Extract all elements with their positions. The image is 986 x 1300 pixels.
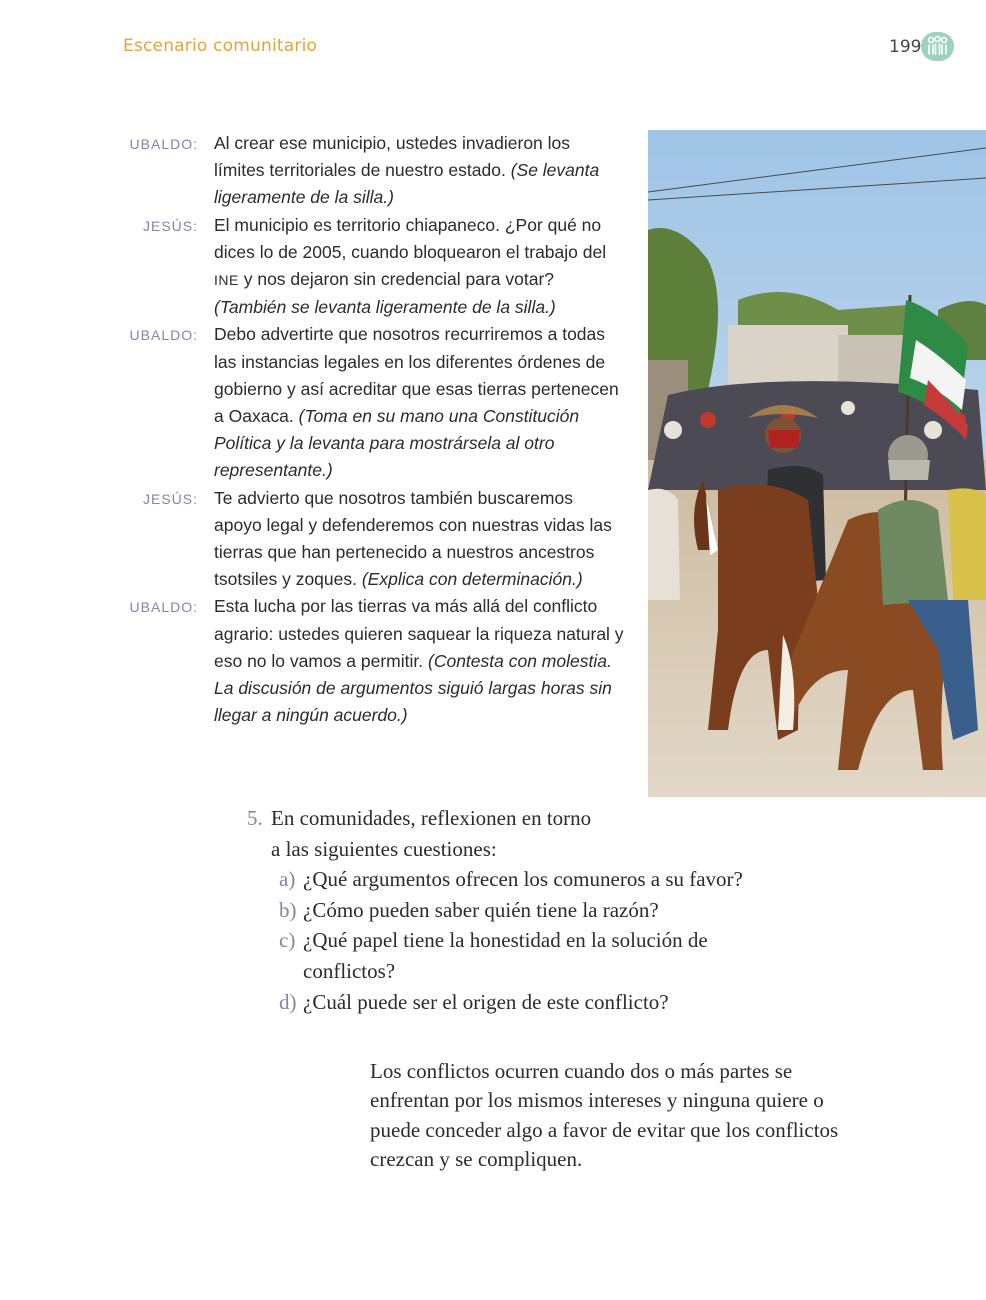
list-item: [279, 864, 807, 895]
activity-number: 5.: [247, 806, 263, 830]
page-number: 199: [889, 37, 922, 57]
activity-prompt: [247, 803, 807, 834]
speech-text: [214, 485, 624, 594]
dialogue-line: [120, 130, 630, 212]
speech-text: [214, 321, 624, 484]
list-item: [279, 987, 807, 1018]
speaker-label: JESÚS:: [142, 217, 198, 234]
question-list: [279, 864, 807, 1017]
dialogue-line: [120, 485, 630, 594]
conflict-note: Los conflictos ocurren cuando dos o más partes se enfrentan por los mismos intereses y ninguna quiere o puede conceder algo a favor de evitar que los conflictos crezcan y se compliquen.: [370, 1059, 839, 1172]
activity-prompt-line: a las siguientes cuestiones:: [271, 836, 497, 861]
activity-questions: [247, 803, 807, 1017]
speech-text: [214, 130, 624, 212]
speaker-label: UBALDO:: [129, 136, 198, 152]
abbreviation: INE: [214, 272, 239, 289]
speech-text: [214, 593, 624, 729]
stage-direction: (Explica con determinación.): [361, 569, 583, 590]
list-item: [279, 895, 807, 926]
dialogue: [120, 130, 630, 729]
question-letter: d): [279, 989, 297, 1014]
stage-direction: (Se levanta ligeramente de la silla.): [214, 160, 600, 208]
speech-body: Te advierto que nosotros también buscaremos apoyo legal y defenderemos con nuestras vidas las tierras que han pertenecido a nuestros ancestros tsotsiles y zoques.: [214, 487, 612, 590]
question-text: ¿Cuál puede ser el origen de este conflicto?: [303, 989, 669, 1014]
speech-body: Al crear ese municipio, ustedes invadieron los límites territoriales de nuestro estado.: [214, 133, 571, 181]
question-letter: b): [279, 897, 297, 922]
question-text: ¿Qué papel tiene la honestidad en la solución de conflictos?: [303, 928, 708, 983]
dialogue-line: [120, 212, 630, 322]
community-emblem-icon: [921, 32, 954, 61]
speech-body: y nos dejaron sin credencial para votar?: [243, 269, 555, 290]
speech-body: Esta lucha por las tierras va más allá del conflicto agrario: ustedes quieren saquear la riqueza natural y eso no lo vamos a permitir.: [214, 596, 624, 671]
question-text: ¿Qué argumentos ofrecen los comuneros a su favor?: [303, 867, 743, 892]
question-letter: c): [279, 928, 296, 953]
speech-body: Debo advertirte que nosotros recurriremos a todas las instancias legales en los diferentes órdenes de gobierno y así acreditar que esas tierras pertenecen a Oaxaca.: [214, 324, 619, 427]
section-title: Escenario comunitario: [123, 36, 318, 56]
dialogue-line: [120, 593, 630, 729]
list-item: [279, 925, 807, 986]
question-text: ¿Cómo pueden saber quién tiene la razón?: [303, 897, 659, 922]
speech-body: El municipio es territorio chiapaneco. ¿Por qué no dices lo de 2005, cuando bloquearon el trabajo del: [214, 214, 607, 262]
stage-direction: (Toma en su mano una Constitución Política y la levanta para mostrársela al otro representante.): [214, 406, 580, 481]
stage-direction: (También se levanta ligeramente de la silla.): [214, 297, 556, 318]
riders-photo: [648, 130, 986, 797]
speech-text: [214, 212, 624, 322]
speaker-label: UBALDO:: [129, 599, 198, 616]
speaker-label: JESÚS:: [142, 490, 198, 507]
speaker-label: UBALDO:: [129, 327, 198, 344]
stage-direction: (Contesta con molestia. La discusión de argumentos siguió largas horas sin llegar a ningún acuerdo.): [214, 650, 612, 726]
question-letter: a): [279, 867, 296, 892]
dialogue-line: [120, 321, 630, 484]
activity-prompt-line: En comunidades, reflexionen en torno: [271, 806, 592, 830]
